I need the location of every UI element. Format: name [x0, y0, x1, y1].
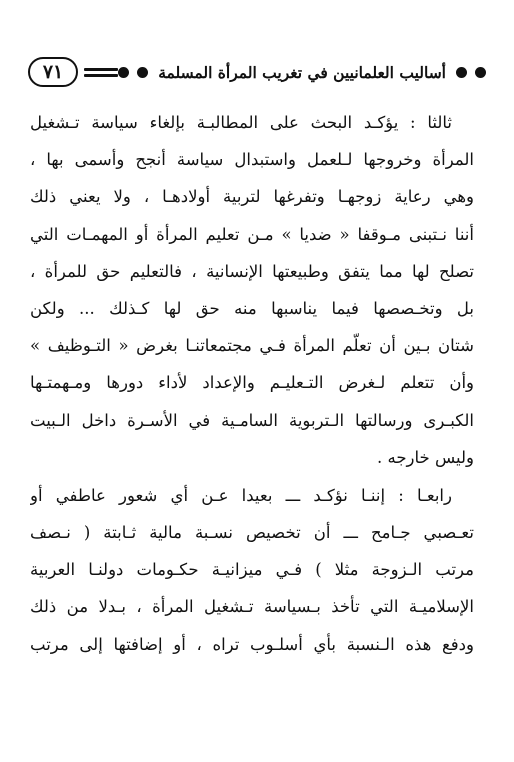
text-line: ثالثا : يؤكـد البحث على المطالبـة بإلغاء سياسة تـشغيل — [30, 113, 452, 132]
header-dots-right — [456, 67, 486, 78]
text-line: شتان بـين أن تعلّم المرأة فـي مجتمعاتنـا بغرض « التـوظيف » — [30, 336, 474, 356]
text-line: وأن تتعلم لـغرض التـعليـم والإعداد لأداء دورها ومـهمتـها — [30, 373, 474, 393]
header-rule-line — [84, 74, 118, 77]
bullet-dot-icon — [456, 67, 467, 78]
body-text — [30, 104, 474, 663]
text-line: الإسلاميـة التي تأخذ بـسياسة تـشغيل المرأة ، بـدلا من ذلك — [30, 597, 474, 617]
bullet-dot-icon — [118, 67, 129, 78]
text-line: تعـصبي جـامح ـــ أن تخصيص نسـبة مالية ثـابتة ( نـصف — [30, 523, 474, 543]
header-dots-left — [118, 67, 148, 78]
header-rules — [84, 68, 118, 77]
text-line: المرأة وخروجها لـلعمل واستبدال سياسة أنجح وأسمى بها ، — [30, 150, 474, 170]
text-line: ودفع هذه الـنسبة بأي أسلـوب تراه ، أو إضافتها إلى مرتب — [30, 634, 474, 654]
bullet-dot-icon — [475, 67, 486, 78]
running-header — [28, 52, 486, 92]
paragraph-fourth-point — [30, 477, 474, 663]
text-line: بل وتخـصصها فيما يناسبها منه حق لها كـذلك ... ولكن — [30, 298, 474, 318]
text-line: الكبـرى ورسالتها الـتربوية السامـية في الأسـرة داخل الـبيت — [30, 410, 474, 430]
text-line: وليس خارجه . — [377, 447, 474, 467]
bullet-dot-icon — [137, 67, 148, 78]
header-rule-line — [84, 68, 118, 71]
paragraph-third-point — [30, 104, 474, 476]
text-line: وهي رعاية زوجهـا وتفرغها لتربية أولادهـا ، ولا يعني ذلك — [30, 187, 474, 207]
page-number: ٧١ — [28, 57, 78, 87]
text-line: تصلح لها مما يتفق وطبيعتها الإنسانية ، فالتعليم حق للمرأة ، — [30, 261, 474, 281]
running-title: أساليب العلمانيين في تغريب المرأة المسلمة — [158, 62, 446, 82]
text-line: رابعـا : إننـا نؤكـد ـــ بعيدا عـن أي شعور عاطفي أو — [30, 485, 452, 505]
text-line: مرتب الـزوجة مثلا ) فـي ميزانيـة حكـومات دولنـا العربية — [30, 560, 474, 580]
text-line: أننا نـتبنى مـوقفا « ضديا » مـن تعليم المرأة أو المهمـات التي — [30, 224, 474, 244]
